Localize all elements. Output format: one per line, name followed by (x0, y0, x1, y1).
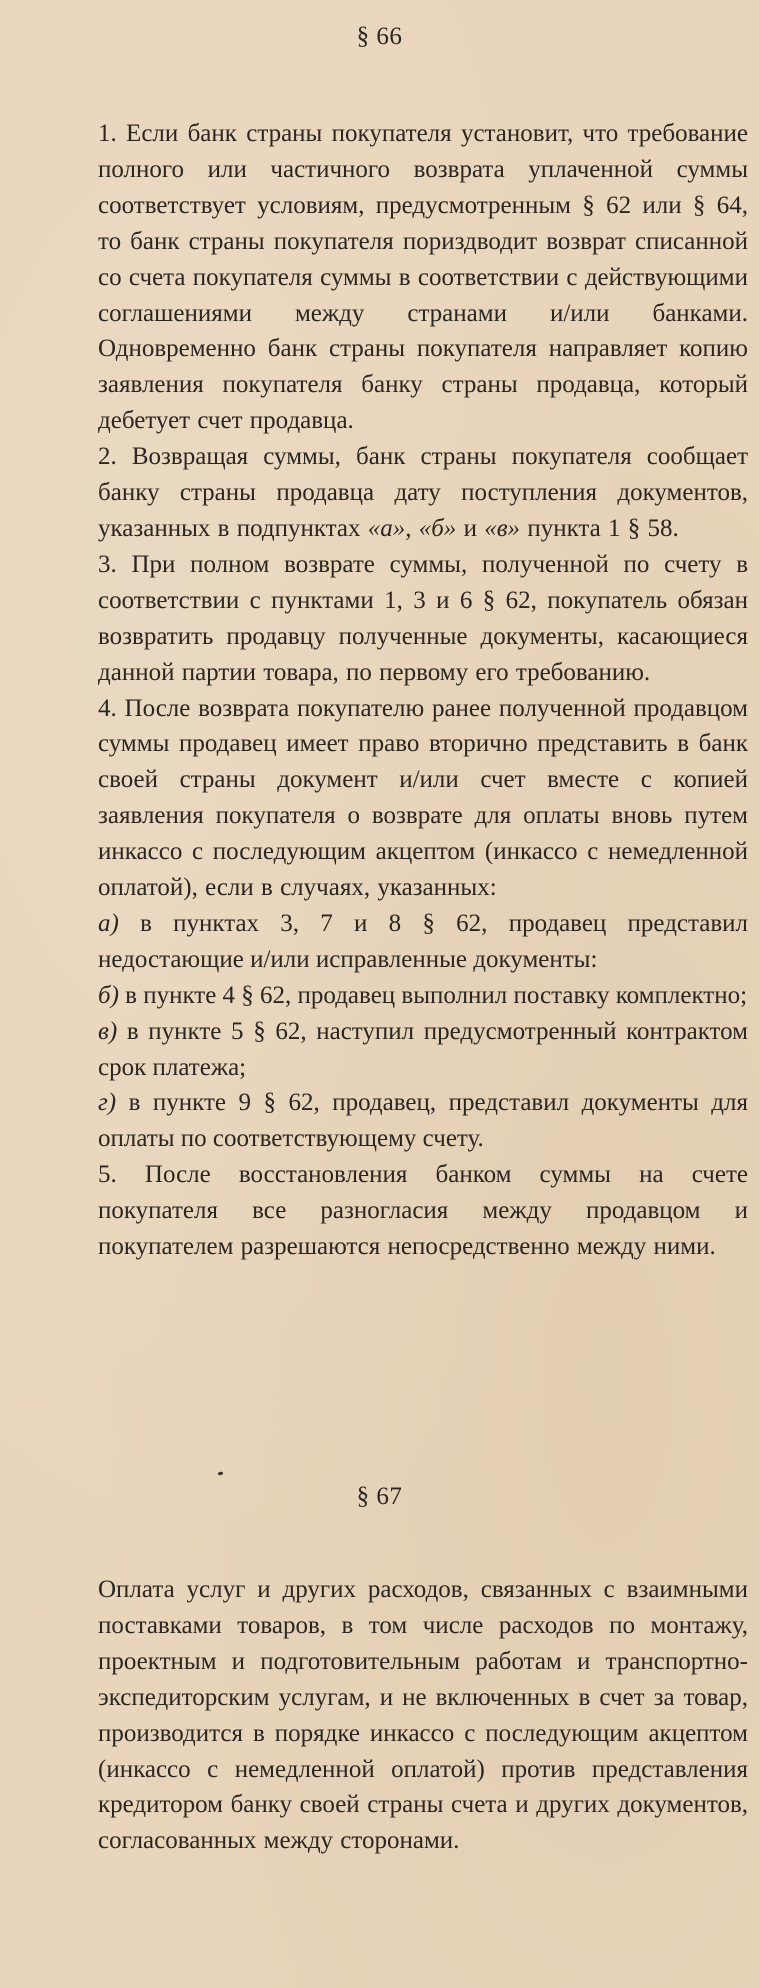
paragraph-5: 5. После восстановления банком суммы на счете покупателя все разногласия между продавцом и покупателем разрешаются непосредственно между ними. (98, 1161, 748, 1261)
section-67-body (98, 1572, 748, 1859)
section-66-heading: § 66 (356, 23, 403, 50)
subitem-b-text: в пункте 4 § 62, продавец выполнил поставку комплектно; (118, 981, 748, 1009)
subitem-d-text: в пункте 9 § 62, продавец, представил документы для оплаты по соответствующему счету. (98, 1089, 748, 1153)
paragraph-67: Оплата услуг и других расходов, связанных с взаимными поставками товаров, в том числе расходов по монтажу, проектным и подготовительным работам и транспортно-экспедиторским услугам, и не включенных в счет за товар, производится в порядке инкассо с последующим акцептом (инкассо с немедленной оплатой) против представления кредитором банку своей страны счета и других документов, согласованных между сторонами. (98, 1576, 748, 1855)
paragraph-4: 4. После возврата покупателю ранее полученной продавцом суммы продавец имеет право вторично представить в банк своей страны документ и/или счет вместе с копией заявления покупателя о возврате для оплаты вновь путем инкассо с последующим акцептом (инкассо с немедленной оплатой), если в случаях, указанных: (98, 694, 748, 902)
subitem-d (98, 1085, 748, 1157)
paragraph-2-text-a: 2. Возвращая суммы, банк страны покупателя сообщает банку страны продавца дату поступления документов, указанных в подпунктах (98, 443, 748, 542)
subitem-c-mark: в) (98, 1017, 118, 1045)
print-speck (218, 1471, 224, 1475)
paragraph-2-italic-b: «в» (484, 514, 521, 542)
subitem-c (98, 1014, 748, 1086)
paragraph-2-text-b: и (456, 514, 485, 542)
subitem-a (98, 906, 748, 978)
paragraph-2-text-c: пункта 1 § 58. (520, 514, 679, 542)
paragraph-2 (98, 439, 748, 547)
subitem-a-mark: а) (98, 909, 119, 937)
subitem-b-mark: б) (98, 981, 119, 1009)
paragraph-2-italic-a: «а», «б» (367, 514, 457, 542)
paragraph-1: 1. Если банк страны покупателя установит, что требование полного или частичного возврата уплаченной суммы соответствует условиям, предусмотренным § 62 или § 64, то банк страны покупателя пориздводит возврат списанной со счета покупателя суммы в соответствии с действующими соглашениями между странами и/или банками. Одновременно банк страны покупателя направляет копию заявления покупателя банку страны продавца, который дебетует счет продавца. (98, 120, 748, 435)
subitem-c-text: в пункте 5 § 62, наступил предусмотренный контрактом срок платежа; (98, 1017, 748, 1081)
subitem-b (98, 978, 748, 1014)
subitem-a-text: в пунктах 3, 7 и 8 § 62, продавец представил недостающие и/или исправленные документы: (98, 909, 748, 973)
paragraph-3: 3. При полном возврате суммы, полученной по счету в соответствии с пунктами 1, 3 и 6 § 62, покупатель обязан возвратить продавцу полученные документы, касающиеся данной партии товара, по первому его требованию. (98, 550, 748, 686)
section-66-body (98, 116, 748, 1265)
section-67-heading: § 67 (356, 1483, 403, 1510)
subitem-d-mark: г) (98, 1089, 117, 1117)
